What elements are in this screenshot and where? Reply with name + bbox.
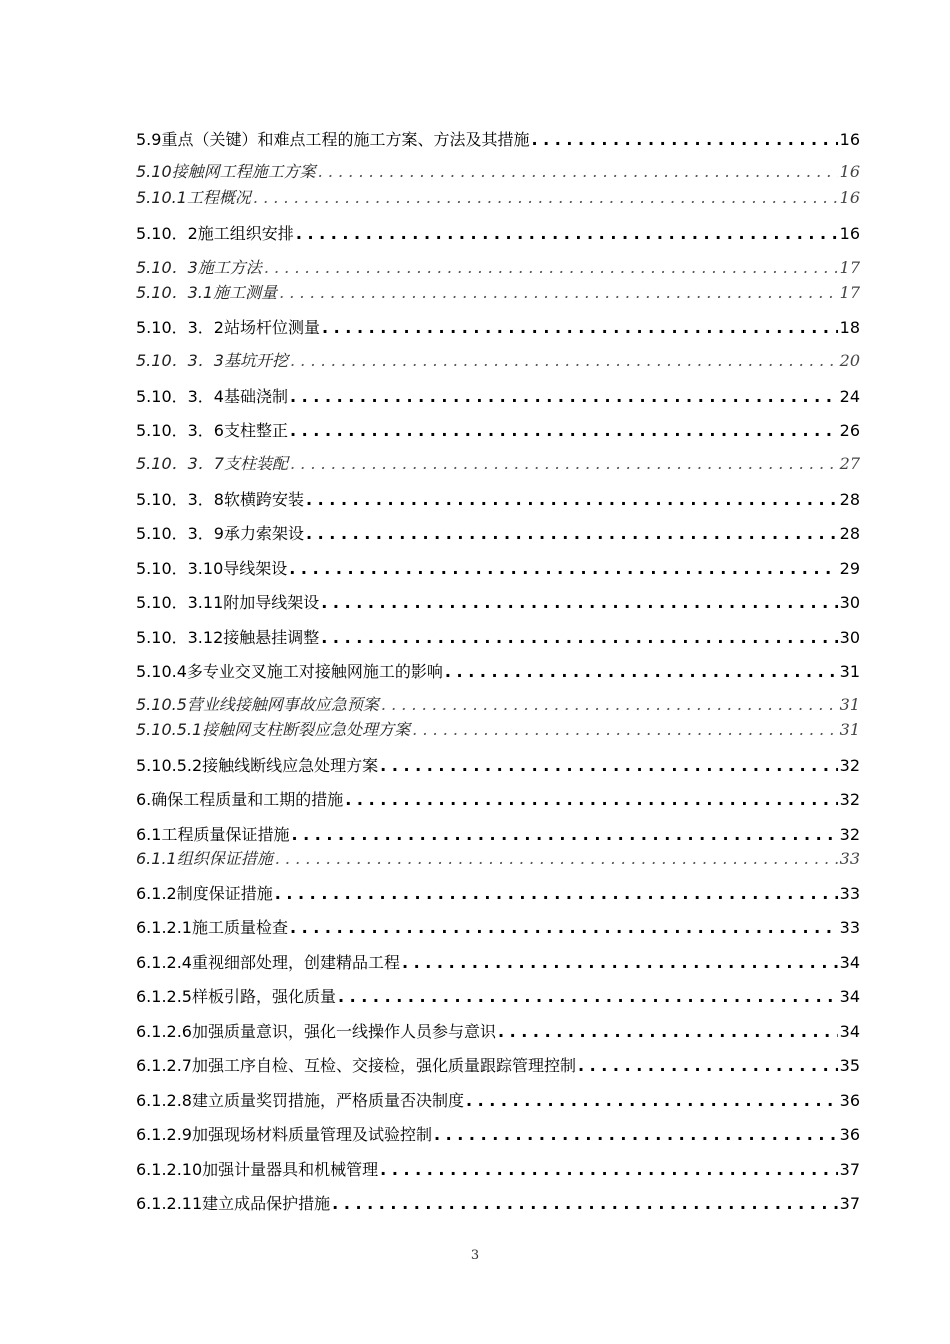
toc-entry[interactable] <box>136 284 860 302</box>
toc-entry-page: 18 <box>839 318 860 337</box>
toc-entry-title: 5.10．3．6支柱整正 <box>136 421 288 440</box>
toc-leader-dots <box>338 987 838 1007</box>
toc-entry-page: 16 <box>839 163 860 181</box>
toc-leader-dots <box>412 721 837 739</box>
toc-leader-dots <box>275 850 838 868</box>
toc-leader-dots <box>291 825 837 845</box>
toc-leader-dots <box>381 696 838 714</box>
toc-leader-dots <box>318 163 838 181</box>
toc-leader-dots <box>466 1091 838 1111</box>
toc-entry-page: 28 <box>839 524 860 543</box>
toc-leader-dots <box>290 387 838 407</box>
toc-leader-dots <box>380 1160 837 1180</box>
toc-entry-title: 6.1.2.7加强工序自检、互检、交接检，强化质量跟踪管理控制 <box>136 1056 576 1075</box>
toc-leader-dots <box>434 1125 838 1145</box>
toc-entry[interactable] <box>136 1160 860 1180</box>
toc-entry-title: 5.10.4多专业交叉施工对接触网施工的影响 <box>136 662 443 681</box>
toc-leader-dots <box>279 284 838 302</box>
toc-leader-dots <box>498 1022 838 1042</box>
toc-entry[interactable] <box>136 790 860 810</box>
toc-leader-dots <box>445 662 838 682</box>
toc-entry-title: 6.1.1组织保证措施 <box>136 850 273 868</box>
toc-entry-title: 6.1.2.11建立成品保护措施 <box>136 1194 331 1213</box>
toc-leader-dots <box>345 790 837 810</box>
toc-entry-title: 5.10．3．9承力索架设 <box>136 524 304 543</box>
toc-leader-dots <box>290 455 838 473</box>
toc-entry-title: 6.1.2.10加强计量器具和机械管理 <box>136 1160 379 1179</box>
toc-entry-page: 16 <box>839 130 860 149</box>
toc-entry[interactable] <box>136 490 860 510</box>
toc-entry[interactable] <box>136 987 860 1007</box>
toc-leader-dots <box>531 130 837 150</box>
toc-leader-dots <box>296 224 838 244</box>
toc-leader-dots <box>402 953 838 973</box>
toc-entry-page: 28 <box>839 490 860 509</box>
toc-entry-page: 31 <box>839 721 860 739</box>
toc-leader-dots <box>275 884 838 904</box>
page-number: 3 <box>470 1248 480 1263</box>
toc-entry-page: 33 <box>839 850 860 868</box>
toc-entry-page: 16 <box>839 189 860 207</box>
toc-entry-page: 36 <box>839 1091 860 1110</box>
toc-entry-page: 37 <box>839 1194 860 1213</box>
toc-entry-title: 6.1.2.9加强现场材料质量管理及试验控制 <box>136 1125 432 1144</box>
toc-leader-dots <box>321 628 837 648</box>
toc-entry[interactable] <box>136 259 860 277</box>
toc-entry-title: 5.10接触网工程施工方案 <box>136 163 316 181</box>
toc-entry[interactable] <box>136 662 860 682</box>
toc-entry[interactable] <box>136 1125 860 1145</box>
toc-entry-page: 31 <box>839 662 860 681</box>
toc-entry-title: 5.10．3.12接触悬挂调整 <box>136 628 320 647</box>
toc-entry[interactable] <box>136 421 860 441</box>
toc-entry-page: 33 <box>839 918 860 937</box>
toc-entry-page: 20 <box>839 352 860 370</box>
toc-entry-title: 5.10．3．2站场杆位测量 <box>136 318 320 337</box>
toc-entry[interactable] <box>136 189 860 207</box>
toc-entry-page: 34 <box>839 1022 860 1041</box>
toc-entry-page: 27 <box>839 455 860 473</box>
toc-entry-page: 30 <box>839 628 860 647</box>
toc-entry-title: 5.10．3．4基础浇制 <box>136 387 288 406</box>
toc-entry-page: 32 <box>839 756 860 775</box>
toc-entry-title: 5.10．2施工组织安排 <box>136 224 294 243</box>
toc-entry-page: 34 <box>839 953 860 972</box>
toc-entry[interactable] <box>136 628 860 648</box>
toc-entry-page: 35 <box>839 1056 860 1075</box>
toc-entry-title: 6.1.2.6加强质量意识，强化一线操作人员参与意识 <box>136 1022 496 1041</box>
toc-entry[interactable] <box>136 884 860 904</box>
toc-entry-page: 32 <box>839 790 860 809</box>
toc-entry[interactable] <box>136 721 860 739</box>
toc-entry[interactable] <box>136 918 860 938</box>
toc-entry[interactable] <box>136 850 860 868</box>
toc-entry-title: 5.10．3.11附加导线架设 <box>136 593 320 612</box>
toc-entry[interactable] <box>136 696 860 714</box>
toc-leader-dots <box>380 756 837 776</box>
toc-entry-title: 5.10．3．7支柱装配 <box>136 455 288 473</box>
toc-entry[interactable] <box>136 352 860 370</box>
toc-entry-page: 34 <box>839 987 860 1006</box>
toc-entry-title: 6.确保工程质量和工期的措施 <box>136 790 344 809</box>
toc-entry-page: 33 <box>839 884 860 903</box>
toc-entry[interactable] <box>136 756 860 776</box>
toc-entry-title: 5.10.5.1接触网支柱断裂应急处理方案 <box>136 721 411 739</box>
toc-leader-dots <box>306 524 838 544</box>
toc-leader-dots <box>290 421 838 441</box>
toc-entry-title: 6.1.2.5样板引路，强化质量 <box>136 987 336 1006</box>
toc-leader-dots <box>290 918 838 938</box>
toc-entry-page: 30 <box>839 593 860 612</box>
toc-entry-page: 31 <box>839 696 860 714</box>
toc-entry[interactable] <box>136 559 860 579</box>
toc-entry-title: 6.1.2.8建立质量奖罚措施，严格质量否决制度 <box>136 1091 464 1110</box>
toc-entry-title: 5.10．3.10导线架设 <box>136 559 288 578</box>
toc-entry-title: 5.10.5营业线接触网事故应急预案 <box>136 696 379 714</box>
toc-leader-dots <box>321 593 837 613</box>
toc-entry-title: 6.1工程质量保证措施 <box>136 825 290 844</box>
toc-entry-page: 37 <box>839 1160 860 1179</box>
toc-entry[interactable] <box>136 524 860 544</box>
toc-leader-dots <box>322 318 838 338</box>
toc-entry[interactable] <box>136 593 860 613</box>
toc-entry-page: 16 <box>839 224 860 243</box>
toc-entry-title: 6.1.2制度保证措施 <box>136 884 273 903</box>
toc-entry[interactable] <box>136 318 860 338</box>
toc-entry[interactable] <box>136 1022 860 1042</box>
toc-entry-title: 6.1.2.1施工质量检查 <box>136 918 288 937</box>
toc-entry[interactable] <box>136 224 860 244</box>
toc-entry-page: 24 <box>839 387 860 406</box>
toc-entry[interactable] <box>136 455 860 473</box>
toc-entry[interactable] <box>136 953 860 973</box>
toc-entry[interactable] <box>136 1056 860 1076</box>
toc-entry-title: 5.10．3．3基坑开挖 <box>136 352 288 370</box>
toc-entry-page: 29 <box>839 559 860 578</box>
toc-entry-title: 5.10．3．8软横跨安装 <box>136 490 304 509</box>
toc-entry[interactable] <box>136 130 860 150</box>
toc-entry-title: 5.9重点（关键）和难点工程的施工方案、方法及其措施 <box>136 130 530 149</box>
toc-entry[interactable] <box>136 163 860 181</box>
toc-leader-dots <box>290 352 838 370</box>
toc-leader-dots <box>306 490 838 510</box>
toc-entry-page: 17 <box>839 259 860 277</box>
toc-entry-page: 17 <box>839 284 860 302</box>
toc-leader-dots <box>264 259 838 277</box>
toc-entry-page: 26 <box>839 421 860 440</box>
toc-leader-dots <box>332 1194 837 1214</box>
toc-entry-title: 5.10.5.2接触线断线应急处理方案 <box>136 756 379 775</box>
toc-entry[interactable] <box>136 1091 860 1111</box>
toc-entry-page: 32 <box>839 825 860 844</box>
toc-entry-title: 5.10.1工程概况 <box>136 189 251 207</box>
toc-entry-title: 5.10．3施工方法 <box>136 259 262 277</box>
toc-entry-title: 6.1.2.4重视细部处理，创建精品工程 <box>136 953 400 972</box>
toc-leader-dots <box>253 189 838 207</box>
toc-entry-title: 5.10．3.1施工测量 <box>136 284 278 302</box>
toc-entry[interactable] <box>136 825 860 845</box>
toc-entry-page: 36 <box>839 1125 860 1144</box>
toc-entry[interactable] <box>136 387 860 407</box>
toc-leader-dots <box>578 1056 838 1076</box>
toc-leader-dots <box>289 559 837 579</box>
toc-entry[interactable] <box>136 1194 860 1214</box>
